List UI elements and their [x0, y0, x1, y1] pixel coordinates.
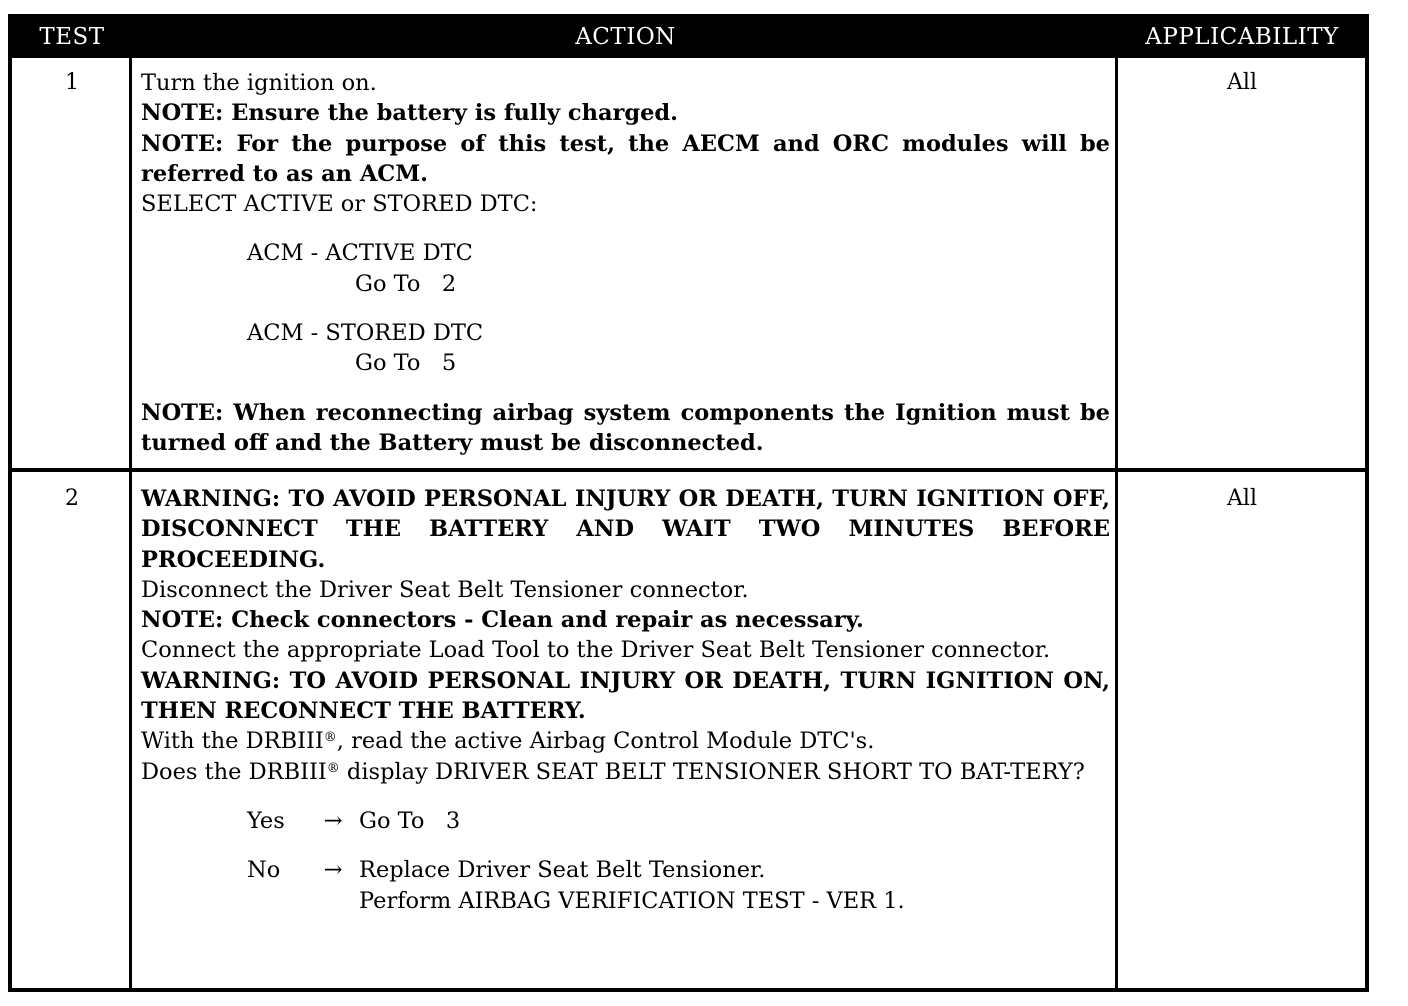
action-text: [141, 726, 1110, 756]
question-text: [141, 757, 1110, 787]
applicability-2: All: [1227, 486, 1257, 511]
test-number-2: 2: [65, 486, 79, 511]
note-text: NOTE: Check connectors - Clean and repair as necessary.: [141, 607, 864, 634]
registered-mark: ®: [326, 760, 340, 776]
note-text: NOTE: When reconnecting airbag system components the Ignition must be turned off and the Battery must be disconnected.: [141, 399, 1110, 456]
warning-text: WARNING: TO AVOID PERSONAL INJURY OR DEATH, TURN IGNITION ON, THEN RECONNECT THE BATTERY.: [141, 667, 1110, 725]
action-cell-1: [141, 68, 1110, 458]
option-goto: Go To 5: [355, 350, 457, 377]
choice-no-text: [359, 855, 1110, 916]
action-text: Connect the appropriate Load Tool to the Driver Seat Belt Tensioner connector.: [141, 637, 1051, 664]
registered-mark: ®: [323, 730, 337, 746]
test-number-1: 1: [65, 70, 79, 95]
note-text: NOTE: For the purpose of this test, the AECM and ORC modules will be referred to as an ACM.: [141, 130, 1110, 187]
action-cell-2: [141, 484, 1110, 916]
choice-no: [247, 855, 1110, 916]
note-text: NOTE: Ensure the battery is fully charged.: [141, 100, 679, 127]
choice-no-label: No: [247, 857, 281, 884]
header-test: TEST: [39, 24, 105, 50]
header-action: ACTION: [575, 24, 676, 50]
option-label: ACM - STORED DTC: [247, 320, 484, 347]
choice-no-line-1: Replace Driver Seat Belt Tensioner.: [359, 857, 766, 884]
drb-text-rest: , read the active Airbag Control Module DTC's.: [336, 728, 875, 755]
applicability-1: All: [1227, 70, 1257, 95]
right-arrow-icon: →: [323, 857, 343, 884]
warning-text: WARNING: TO AVOID PERSONAL INJURY OR DEATH, TURN IGNITION OFF, DISCONNECT THE BATTERY AND WAIT TWO MINUTES BEFORE PROCEEDING.: [141, 486, 1110, 573]
column-divider-2: [1115, 18, 1118, 988]
question-pre: Does the DRBIII: [141, 758, 327, 785]
header-applicability: APPLICABILITY: [1145, 24, 1339, 50]
diagnostic-table: [8, 14, 1369, 992]
choice-yes: [247, 806, 1110, 836]
drb-text: With the DRBIII: [141, 728, 324, 755]
question-post: display DRIVER SEAT BELT TENSIONER SHORT TO BAT-TERY?: [339, 758, 1085, 785]
option-label: ACM - ACTIVE DTC: [247, 240, 473, 267]
action-text: Disconnect the Driver Seat Belt Tensioner connector.: [141, 576, 749, 603]
table-header: [12, 18, 1365, 58]
choice-yes-text: Go To 3: [359, 807, 461, 834]
right-arrow-icon: →: [323, 807, 343, 834]
action-text: Turn the ignition on.: [141, 70, 377, 96]
action-text: SELECT ACTIVE or STORED DTC:: [141, 191, 538, 218]
row-divider: [12, 468, 1365, 472]
option-goto: Go To 2: [355, 270, 457, 297]
choice-no-line-2: Perform AIRBAG VERIFICATION TEST - VER 1.: [359, 887, 905, 914]
choice-yes-label: Yes: [247, 807, 285, 834]
